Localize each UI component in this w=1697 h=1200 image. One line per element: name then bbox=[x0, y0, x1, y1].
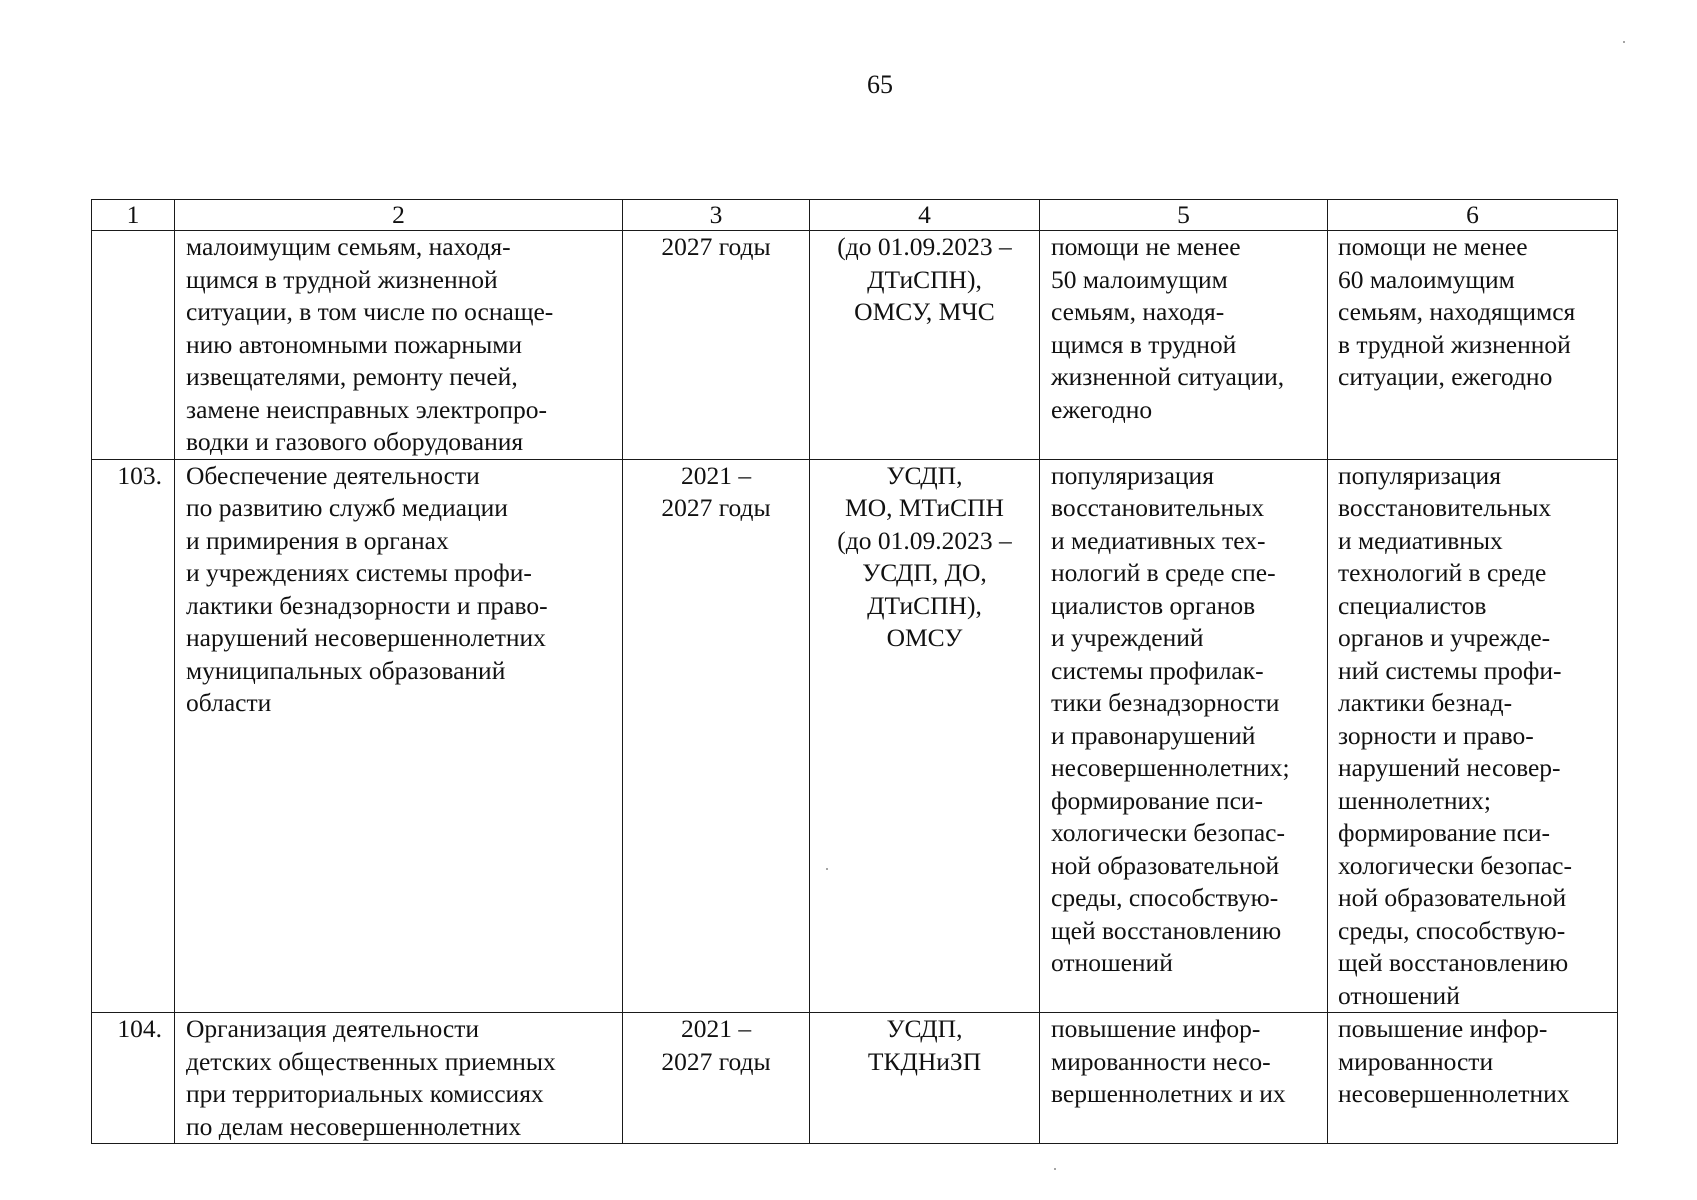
row-number bbox=[92, 231, 175, 460]
executors-cell: УСДП, МО, МТиСПН (до 01.09.2023 – УСДП, ДО, ДТиСПН), ОМСУ bbox=[810, 459, 1040, 1013]
row-number: 103. bbox=[92, 459, 175, 1013]
activity-cell: Обеспечение деятельности по развитию служб медиации и примирения в органах и учреждениях системы профи- лактики безнадзорности и право- нарушений несовершеннолетних муниципальных образований области bbox=[175, 459, 623, 1013]
row-number: 104. bbox=[92, 1013, 175, 1144]
result-cell-5: популяризация восстановительных и медиативных тех- нологий в среде спе- циалистов органов и учреждений системы профилак- тики безнадзорности и правонарушений несовершеннолетних; формирование пси- хологически безопас- ной образовательной среды, способствую- щей восстановлению отношений bbox=[1040, 459, 1328, 1013]
column-number-2: 2 bbox=[175, 200, 623, 231]
measures-table bbox=[91, 199, 1618, 1144]
period-cell: 2027 годы bbox=[623, 231, 810, 460]
result-cell-5: помощи не менее 50 малоимущим семьям, находя- щимся в трудной жизненной ситуации, ежегодно bbox=[1040, 231, 1328, 460]
scan-speck bbox=[1623, 41, 1625, 43]
column-number-3: 3 bbox=[623, 200, 810, 231]
result-cell-6: помощи не менее 60 малоимущим семьям, находящимся в трудной жизненной ситуации, ежегодно bbox=[1328, 231, 1618, 460]
executors-cell: УСДП, ТКДНиЗП bbox=[810, 1013, 1040, 1144]
result-cell-6: популяризация восстановительных и медиативных технологий в среде специалистов органов и учрежде- ний системы профи- лактики безнад- зорности и право- нарушений несовер- шеннолетних; формирование пси- хологически безопас- ной образовательной среды, способствую- щей восстановлению отношений bbox=[1328, 459, 1618, 1013]
activity-cell: малоимущим семьям, находя- щимся в трудной жизненной ситуации, в том числе по оснаще- нию автономными пожарными извещателями, ремонту печей, замене неисправных электропро- водки и газового оборудования bbox=[175, 231, 623, 460]
scan-speck bbox=[1054, 1168, 1056, 1170]
executors-cell: (до 01.09.2023 – ДТиСПН), ОМСУ, МЧС bbox=[810, 231, 1040, 460]
table-row bbox=[92, 459, 1618, 1013]
column-number-1: 1 bbox=[92, 200, 175, 231]
scan-speck bbox=[826, 868, 828, 870]
result-cell-5: повышение инфор- мированности несо- вершеннолетних и их bbox=[1040, 1013, 1328, 1144]
period-cell: 2021 – 2027 годы bbox=[623, 459, 810, 1013]
activity-cell: Организация деятельности детских общественных приемных при территориальных комиссиях по делам несовершеннолетних bbox=[175, 1013, 623, 1144]
page-number: 65 bbox=[867, 70, 893, 99]
column-number-6: 6 bbox=[1328, 200, 1618, 231]
table-row bbox=[92, 1013, 1618, 1144]
column-number-5: 5 bbox=[1040, 200, 1328, 231]
column-number-row bbox=[92, 200, 1618, 231]
table-row bbox=[92, 231, 1618, 460]
result-cell-6: повышение инфор- мированности несовершеннолетних bbox=[1328, 1013, 1618, 1144]
column-number-4: 4 bbox=[810, 200, 1040, 231]
period-cell: 2021 – 2027 годы bbox=[623, 1013, 810, 1144]
measures-table-container bbox=[91, 199, 1618, 1144]
